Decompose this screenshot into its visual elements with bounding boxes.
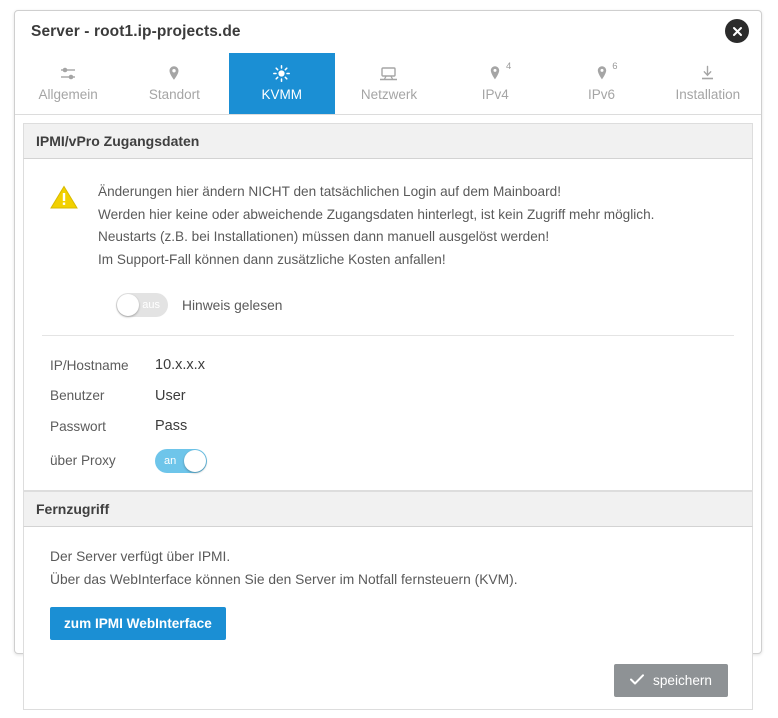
remote-section-body bbox=[23, 527, 753, 710]
tab-label: Allgemein bbox=[38, 87, 98, 102]
sliders-icon bbox=[59, 65, 77, 82]
tab-badge: 6 bbox=[612, 61, 618, 72]
notice-read-toggle[interactable] bbox=[116, 293, 168, 317]
download-icon bbox=[700, 65, 715, 82]
tab-label: Standort bbox=[148, 87, 200, 102]
field-row-hostname bbox=[50, 350, 740, 381]
remote-line: Über das WebInterface können Sie den Server im Notfall fernsteuern (KVM). bbox=[50, 571, 518, 587]
tab-kvmm[interactable] bbox=[229, 53, 335, 114]
tab-netzwerk[interactable] bbox=[336, 53, 442, 114]
dialog-footer bbox=[36, 640, 740, 709]
proxy-toggle[interactable] bbox=[155, 449, 207, 473]
sun-icon bbox=[273, 65, 290, 82]
field-value[interactable]: Pass bbox=[155, 418, 188, 435]
location-pin-icon bbox=[166, 65, 182, 82]
dialog-titlebar bbox=[15, 11, 761, 53]
map-marker-icon bbox=[595, 61, 618, 82]
remote-text bbox=[36, 527, 740, 591]
ipmi-section-body bbox=[23, 159, 753, 491]
field-label: über Proxy bbox=[50, 453, 116, 468]
field-label: Passwort bbox=[50, 418, 106, 434]
field-label: Benutzer bbox=[50, 388, 105, 404]
tab-badge: 4 bbox=[505, 61, 512, 72]
server-dialog bbox=[14, 10, 762, 688]
warning-line: Werden hier keine oder abweichende Zugangsdaten hinterlegt, ist kein Zugriff mehr möglich. bbox=[98, 206, 655, 222]
tab-label: IPv6 bbox=[588, 87, 616, 102]
tab-label: Netzwerk bbox=[360, 87, 418, 102]
toggle-state-label: aus bbox=[142, 299, 160, 311]
ipmi-webinterface-button[interactable]: zum IPMI WebInterface bbox=[50, 607, 226, 640]
tab-ipv4[interactable] bbox=[442, 53, 548, 114]
warning-triangle-icon bbox=[50, 181, 80, 271]
tab-installation[interactable] bbox=[655, 53, 761, 114]
warning-line: Änderungen hier ändern NICHT den tatsächlichen Login auf dem Mainboard! bbox=[98, 184, 561, 199]
map-marker-icon bbox=[488, 61, 512, 82]
tab-label: IPv4 bbox=[481, 87, 509, 102]
tab-label: Installation bbox=[675, 87, 741, 102]
remote-line: Der Server verfügt über IPMI. bbox=[50, 548, 231, 564]
close-icon[interactable] bbox=[725, 19, 749, 43]
kvmm-panel bbox=[15, 115, 761, 718]
remote-section-title: Fernzugriff bbox=[23, 491, 753, 527]
notice-read-label: Hinweis gelesen bbox=[182, 297, 283, 313]
field-value[interactable]: 10.x.x.x bbox=[155, 357, 205, 374]
ipmi-section-title: IPMI/vPro Zugangsdaten bbox=[23, 123, 753, 159]
notice-read-row bbox=[36, 277, 740, 335]
warning-line: Im Support-Fall können dann zusätzliche Kosten anfallen! bbox=[98, 251, 446, 267]
warning-text bbox=[98, 181, 654, 271]
field-value[interactable]: User bbox=[155, 387, 186, 404]
tab-ipv6[interactable] bbox=[548, 53, 654, 114]
check-icon bbox=[630, 673, 644, 688]
page-title: Server - root1.ip-projects.de bbox=[31, 23, 241, 40]
toggle-knob bbox=[184, 450, 206, 472]
toggle-state-label: an bbox=[164, 454, 177, 467]
ipmi-fields bbox=[36, 336, 740, 490]
network-icon bbox=[379, 65, 398, 82]
tab-label: KVMM bbox=[261, 87, 302, 102]
save-button[interactable] bbox=[614, 664, 728, 697]
toggle-knob bbox=[117, 294, 139, 316]
field-row-password bbox=[50, 411, 740, 442]
ipmi-warning bbox=[36, 159, 740, 277]
field-label: IP/Hostname bbox=[50, 357, 129, 373]
warning-line: Neustarts (z.B. bei Installationen) müssen dann manuell ausgelöst werden! bbox=[98, 229, 550, 244]
field-row-user bbox=[50, 381, 740, 412]
save-button-label: speichern bbox=[653, 672, 712, 688]
field-row-proxy bbox=[50, 442, 740, 480]
tab-allgemein[interactable] bbox=[15, 53, 121, 114]
tab-standort[interactable] bbox=[121, 53, 227, 114]
tab-bar bbox=[15, 53, 761, 115]
